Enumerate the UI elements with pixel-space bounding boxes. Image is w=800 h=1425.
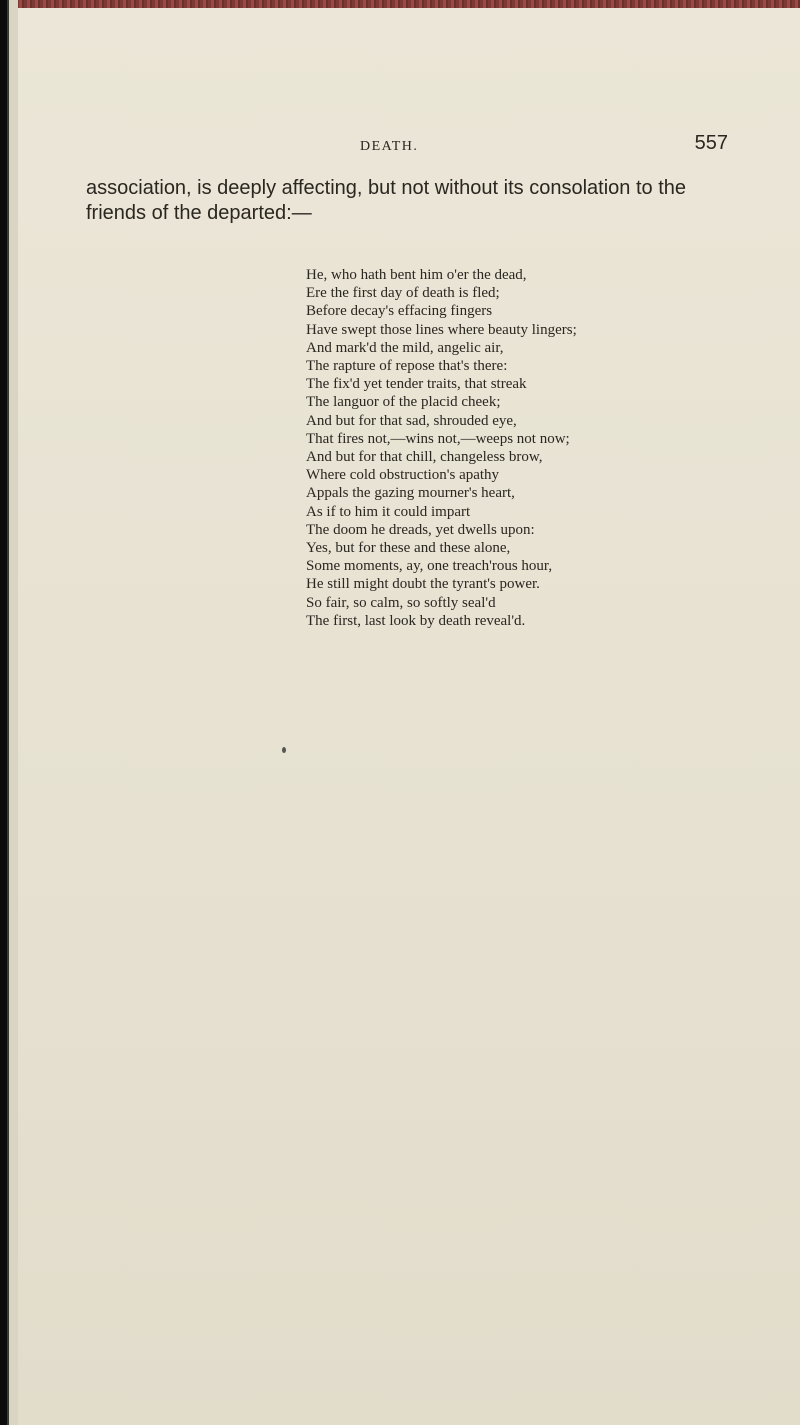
poem-line: Where cold obstruction's apathy <box>306 467 500 484</box>
poem-line: Before decay's effacing fingers <box>306 303 493 320</box>
poem-line: And but for that sad, shrouded eye, <box>306 412 517 429</box>
poem-line: As if to him it could impart <box>306 503 471 520</box>
poem-line: He, who hath bent him o'er the dead, <box>306 267 527 283</box>
poem-line: And but for that chill, changeless brow, <box>306 449 543 466</box>
page-number: 557 <box>694 132 728 154</box>
poem-line: And mark'd the mild, angelic air, <box>306 339 504 356</box>
prose-line: friends of the departed:— <box>86 202 312 224</box>
book-page <box>18 8 800 1425</box>
poem-line: Ere the first day of death is fled; <box>306 285 500 302</box>
poem-line: The doom he dreads, yet dwells upon: <box>306 521 535 538</box>
poem-line: Some moments, ay, one treach'rous hour, <box>306 558 553 575</box>
poem-line: That fires not,—wins not,—weeps not now; <box>306 430 570 447</box>
poem-line: The fix'd yet tender traits, that streak <box>306 376 527 393</box>
poem-line: He still might doubt the tyrant's power. <box>306 576 540 593</box>
book-binding-top <box>0 0 800 8</box>
poem-line: Have swept those lines where beauty lingers; <box>306 321 577 338</box>
paper-speck <box>282 747 286 753</box>
prose-paragraph <box>86 176 756 226</box>
poem-line: Yes, but for these and these alone, <box>306 540 511 557</box>
poem-line: Appals the gazing mourner's heart, <box>306 485 515 502</box>
prose-line: association, is deeply affecting, but not without its consolation to the <box>86 177 686 199</box>
poem-line: The rapture of repose that's there: <box>306 358 508 375</box>
running-title: DEATH. <box>360 139 419 154</box>
book-spine-edge <box>0 0 18 1425</box>
poem-line: The first, last look by death reveal'd. <box>306 612 526 629</box>
poem-line: So fair, so calm, so softly seal'd <box>306 594 496 611</box>
poem-line: The languor of the placid cheek; <box>306 394 501 411</box>
poem-block <box>306 266 766 630</box>
